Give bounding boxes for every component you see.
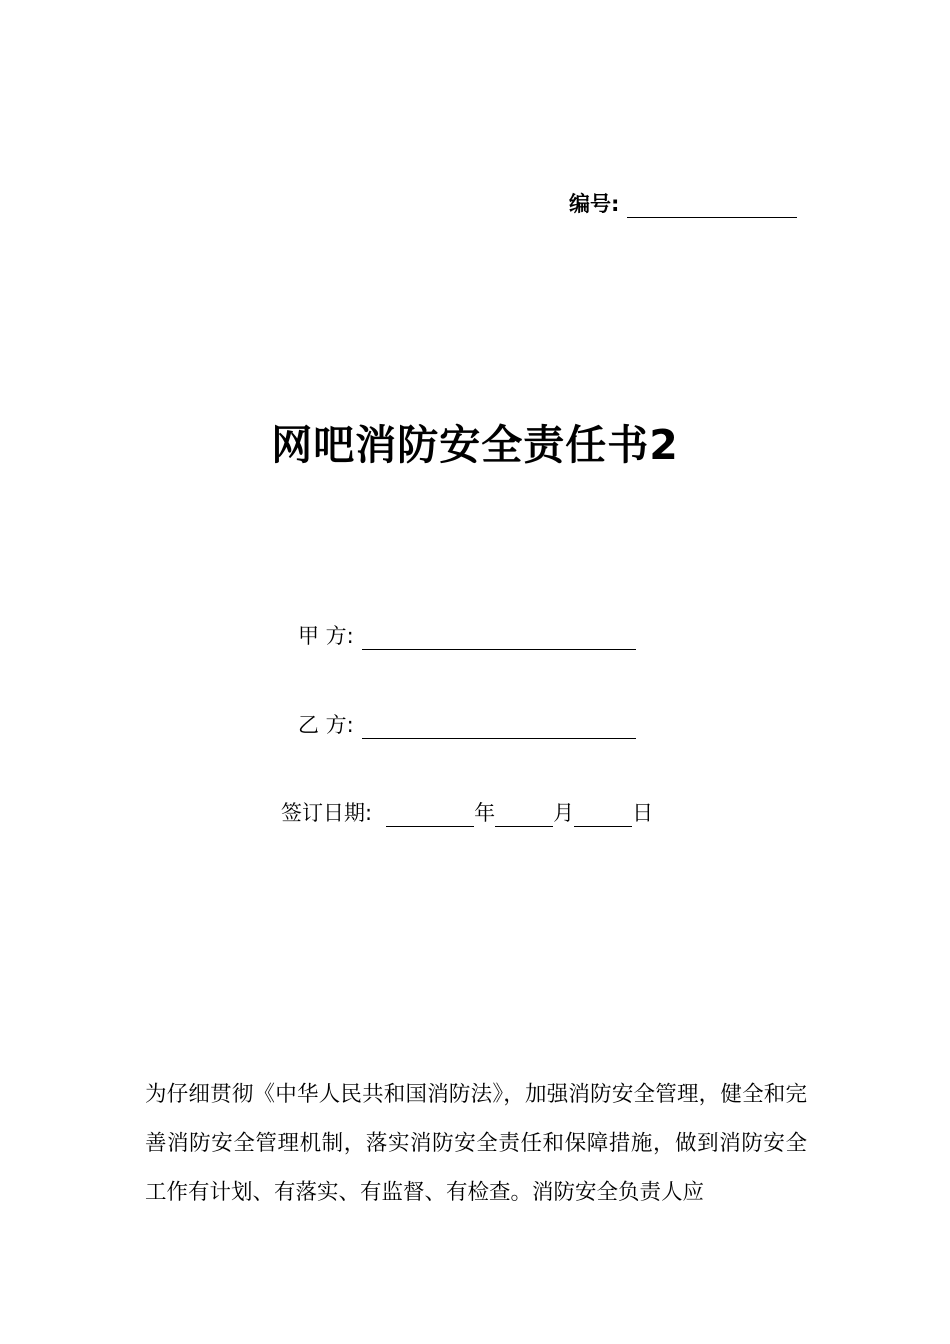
month-blank[interactable] xyxy=(495,804,553,827)
sign-date xyxy=(281,797,653,827)
sign-date-label: 签订日期: xyxy=(281,801,373,825)
party-b-blank[interactable] xyxy=(362,716,636,739)
day-label: 日 xyxy=(632,801,654,825)
party-a-label: 甲 方: xyxy=(298,624,354,648)
day-blank[interactable] xyxy=(574,804,632,827)
party-b xyxy=(298,709,636,739)
year-label: 年 xyxy=(474,801,496,825)
month-label: 月 xyxy=(553,801,575,825)
party-a xyxy=(298,620,636,650)
serial-number-label: 编号: xyxy=(569,192,620,216)
body-paragraph: 为仔细贯彻《中华人民共和国消防法》，加强消防安全管理，健全和完善消防安全管理机制，落实消防安全责任和保障措施，做到消防安全工作有计划、有落实、有监督、有检查。消防安全负责人应 xyxy=(145,1082,807,1205)
year-blank[interactable] xyxy=(386,804,474,827)
serial-number-blank[interactable] xyxy=(627,193,797,218)
document-title: 网吧消防安全责任书2 xyxy=(271,421,679,469)
party-a-blank[interactable] xyxy=(362,627,636,650)
serial-number xyxy=(569,188,797,218)
party-b-label: 乙 方: xyxy=(298,713,354,737)
